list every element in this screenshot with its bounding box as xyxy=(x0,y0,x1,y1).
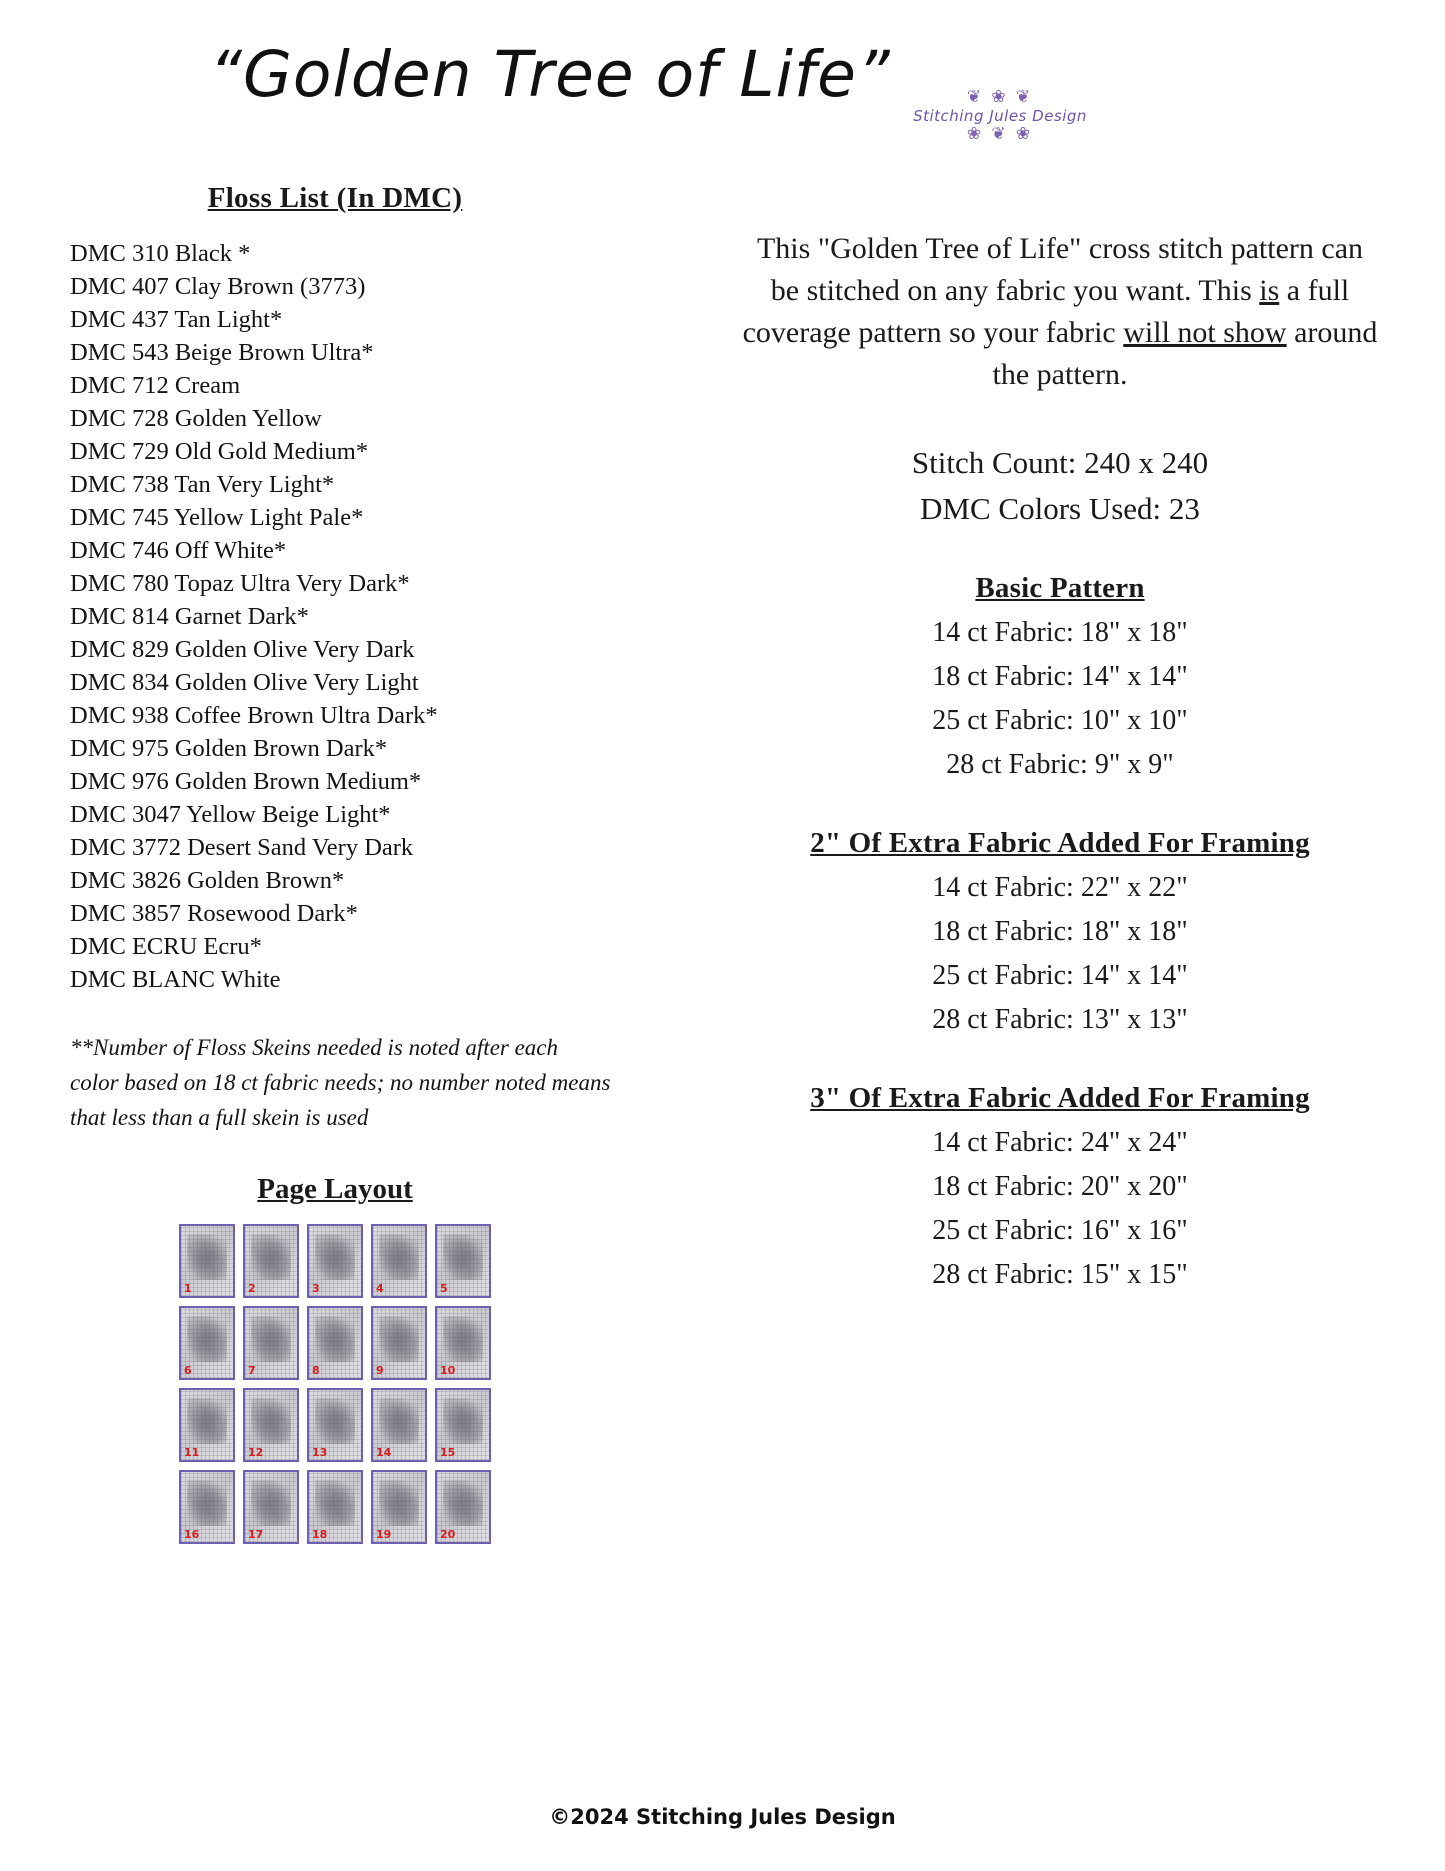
intro-emphasis-will-not-show: will not show xyxy=(1123,316,1287,349)
page-thumbnail[interactable] xyxy=(243,1388,299,1462)
list-item: DMC 738 Tan Very Light* xyxy=(70,471,335,498)
right-column xyxy=(740,228,1380,1297)
list-item: DMC 975 Golden Brown Dark* xyxy=(70,735,388,762)
list-item: DMC 437 Tan Light* xyxy=(70,306,283,333)
page-thumbnail[interactable] xyxy=(435,1306,491,1380)
page-number: 18 xyxy=(312,1528,328,1541)
list-item: DMC 712 Cream xyxy=(70,372,241,399)
list-item: DMC 3047 Yellow Beige Light* xyxy=(70,801,391,828)
page-number: 19 xyxy=(376,1528,392,1541)
page-thumbnail[interactable] xyxy=(307,1224,363,1298)
page-number: 8 xyxy=(312,1364,320,1377)
fabric-size-line: 28 ct Fabric: 13" x 13" xyxy=(932,1004,1188,1035)
page-number: 11 xyxy=(184,1446,200,1459)
extra-two-inch-block xyxy=(740,827,1380,1042)
fabric-size-line: 18 ct Fabric: 18" x 18" xyxy=(932,916,1188,947)
fabric-size-line: 14 ct Fabric: 24" x 24" xyxy=(932,1127,1188,1158)
fabric-size-line: 25 ct Fabric: 16" x 16" xyxy=(932,1215,1188,1246)
page-thumbnail[interactable] xyxy=(371,1388,427,1462)
page-number: 12 xyxy=(248,1446,264,1459)
page-number: 4 xyxy=(376,1282,384,1295)
brand-logo xyxy=(885,88,1115,142)
list-item: DMC 745 Yellow Light Pale* xyxy=(70,504,364,531)
page-number: 16 xyxy=(184,1528,200,1541)
page-thumbnail[interactable] xyxy=(243,1224,299,1298)
page-number: 9 xyxy=(376,1364,384,1377)
stitch-count: Stitch Count: 240 x 240 xyxy=(911,445,1209,480)
page-thumbnail[interactable] xyxy=(179,1388,235,1462)
page-thumbnail[interactable] xyxy=(307,1470,363,1544)
intro-paragraph xyxy=(740,228,1380,396)
fabric-size-line: 14 ct Fabric: 18" x 18" xyxy=(932,617,1188,648)
intro-text-part-3: around the pattern. xyxy=(992,316,1378,391)
page-number: 5 xyxy=(440,1282,448,1295)
list-item: DMC 780 Topaz Ultra Very Dark* xyxy=(70,570,410,597)
page-number: 17 xyxy=(248,1528,264,1541)
extra-three-inch-heading: 3" Of Extra Fabric Added For Framing xyxy=(810,1082,1310,1114)
page-number: 3 xyxy=(312,1282,320,1295)
page-thumbnail[interactable] xyxy=(435,1388,491,1462)
list-item: DMC 310 Black * xyxy=(70,240,251,267)
page-thumbnail[interactable] xyxy=(179,1470,235,1544)
page-thumbnail[interactable] xyxy=(371,1224,427,1298)
list-item: DMC 3857 Rosewood Dark* xyxy=(70,900,358,927)
page-thumbnail[interactable] xyxy=(243,1306,299,1380)
list-item: DMC 729 Old Gold Medium* xyxy=(70,438,369,465)
fabric-size-line: 18 ct Fabric: 14" x 14" xyxy=(932,661,1188,692)
page-number: 14 xyxy=(376,1446,392,1459)
skein-note-line-3: that less than a full skein is used xyxy=(70,1105,369,1130)
page-layout-heading: Page Layout xyxy=(257,1173,413,1205)
page-thumbnail[interactable] xyxy=(179,1306,235,1380)
list-item: DMC BLANC White xyxy=(70,966,281,993)
page-thumbnail[interactable] xyxy=(307,1388,363,1462)
fabric-size-line: 14 ct Fabric: 22" x 22" xyxy=(932,872,1188,903)
page-number: 1 xyxy=(184,1282,192,1295)
list-item: DMC 3772 Desert Sand Very Dark xyxy=(70,834,414,861)
list-item: DMC 814 Garnet Dark* xyxy=(70,603,309,630)
page-thumbnail[interactable] xyxy=(371,1470,427,1544)
list-item: DMC 728 Golden Yellow xyxy=(70,405,322,432)
list-item: DMC 938 Coffee Brown Ultra Dark* xyxy=(70,702,438,729)
left-column xyxy=(70,182,730,1544)
intro-text-part-2: a full coverage pattern so your fabric xyxy=(742,274,1350,349)
basic-pattern-block xyxy=(740,572,1380,787)
page-thumbnail[interactable] xyxy=(307,1306,363,1380)
list-item: DMC 3826 Golden Brown* xyxy=(70,867,345,894)
skein-note xyxy=(70,1030,660,1135)
list-item: DMC 543 Beige Brown Ultra* xyxy=(70,339,374,366)
floss-list-heading: Floss List (In DMC) xyxy=(207,182,463,214)
copyright-footer: ©2024 Stitching Jules Design xyxy=(549,1805,896,1829)
page-number: 20 xyxy=(440,1528,456,1541)
page-thumbnail[interactable] xyxy=(243,1470,299,1544)
flourish-bottom-icon: ❀ ❦ ❀ xyxy=(966,124,1034,143)
list-item: DMC 834 Golden Olive Very Light xyxy=(70,669,419,696)
flourish-top-icon: ❦ ❀ ❦ xyxy=(966,87,1034,106)
intro-text-part-1: This "Golden Tree of Life" cross stitch pattern can be stitched on any fabric you want. This xyxy=(756,232,1364,307)
page-thumbnail[interactable] xyxy=(371,1306,427,1380)
list-item: DMC 746 Off White* xyxy=(70,537,287,564)
page-thumbnail[interactable] xyxy=(179,1224,235,1298)
skein-note-line-1: **Number of Floss Skeins needed is noted after each xyxy=(70,1035,559,1060)
list-item: DMC 976 Golden Brown Medium* xyxy=(70,768,422,795)
page-layout-grid xyxy=(70,1224,600,1544)
list-item: DMC 829 Golden Olive Very Dark xyxy=(70,636,415,663)
page-title: “Golden Tree of Life” xyxy=(209,38,891,111)
page-number: 10 xyxy=(440,1364,456,1377)
basic-pattern-heading: Basic Pattern xyxy=(975,572,1145,604)
page-number: 6 xyxy=(184,1364,192,1377)
page-thumbnail[interactable] xyxy=(435,1470,491,1544)
fabric-size-line: 25 ct Fabric: 10" x 10" xyxy=(932,705,1188,736)
page-number: 2 xyxy=(248,1282,256,1295)
fabric-size-line: 25 ct Fabric: 14" x 14" xyxy=(932,960,1188,991)
skein-note-line-2: color based on 18 ct fabric needs; no number noted means xyxy=(70,1070,611,1095)
list-item: DMC 407 Clay Brown (3773) xyxy=(70,273,366,300)
dmc-colors-used: DMC Colors Used: 23 xyxy=(920,491,1200,526)
intro-emphasis-is: is xyxy=(1259,274,1280,307)
extra-three-inch-block xyxy=(740,1082,1380,1297)
fabric-size-line: 28 ct Fabric: 15" x 15" xyxy=(932,1259,1188,1290)
page-number: 13 xyxy=(312,1446,328,1459)
list-item: DMC ECRU Ecru* xyxy=(70,933,262,960)
floss-list xyxy=(70,237,730,996)
page-number: 7 xyxy=(248,1364,256,1377)
page-thumbnail[interactable] xyxy=(435,1224,491,1298)
page-number: 15 xyxy=(440,1446,456,1459)
brand-name: Stitching Jules Design xyxy=(913,107,1087,125)
counts-block xyxy=(740,440,1380,532)
fabric-size-line: 28 ct Fabric: 9" x 9" xyxy=(946,749,1174,780)
fabric-size-line: 18 ct Fabric: 20" x 20" xyxy=(932,1171,1188,1202)
extra-two-inch-heading: 2" Of Extra Fabric Added For Framing xyxy=(810,827,1310,859)
